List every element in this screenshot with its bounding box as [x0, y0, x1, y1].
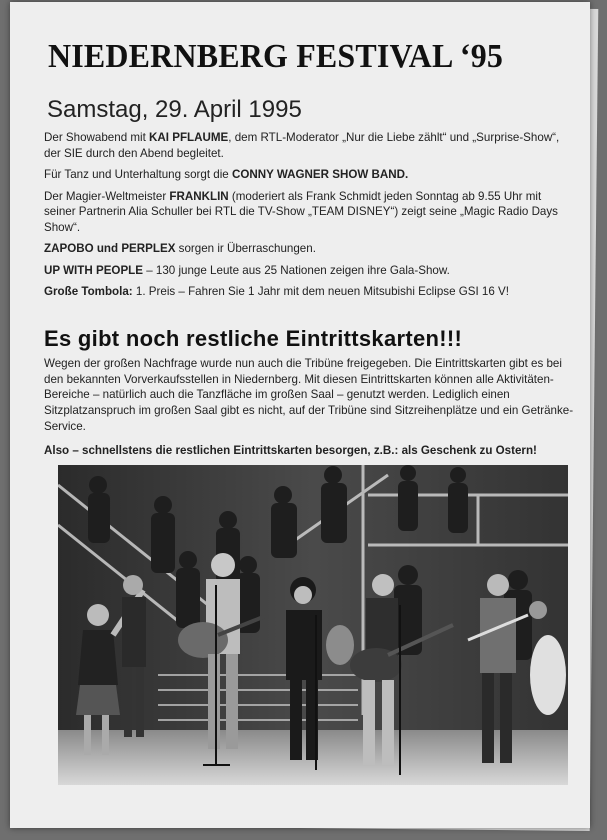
- paragraph-magier: [44, 189, 574, 236]
- act-name: ZAPOBO: [44, 242, 94, 255]
- act-name: UP WITH PEOPLE: [44, 263, 143, 277]
- host-name: KAI PFLAUME: [149, 131, 229, 144]
- text: sorgen ir Überraschungen.: [175, 242, 316, 255]
- ticket-info-paragraph: Wegen der großen Nachfrage wurde nun auch die Tribüne freigegeben. Die Eintrittskarten gibt es bei den bekannten Vorverkaufsstellen in Niedernberg. Mit diesen Eintrittskarten können alle Aktivitäten-Bereiche – natürlich auch die Tanzfläche im großen Saal – genutzt werden. Lediglich einen Sitzplatzanspruch im großen Saal gibt es nicht, auf der Tribüne sind Sitzreihenplätze und ein Getränke-Service.: [44, 357, 574, 433]
- festival-title: NIEDERNBERG FESTIVAL ‘95: [48, 38, 504, 75]
- stage-photo: [58, 465, 568, 785]
- text: und: [93, 242, 122, 255]
- paragraph-showabend: [44, 130, 574, 161]
- event-date: Samstag, 29. April 1995: [47, 96, 302, 123]
- paragraph-showband: [44, 167, 574, 183]
- text: Für Tanz und Unterhaltung sorgt die: [44, 168, 232, 181]
- call-to-action: [44, 443, 574, 459]
- text: (moderiert als Frank Schmidt jeden Sonntag ab 9.55 Uhr mit seiner Partnerin Alia Schuller bei RTL die TV-Show „TEAM DISNEY“) zeigt seine „Magic Radio Days Show“.: [44, 189, 558, 234]
- text: Der Magier-Weltmeister: [44, 189, 170, 203]
- tickets-headline: Es gibt noch restliche Eintrittskarten!!!: [44, 326, 463, 351]
- tombola-label: Große Tombola:: [44, 285, 133, 298]
- text: Der Showabend mit: [44, 131, 150, 144]
- program-text: [44, 130, 574, 306]
- paragraph-upwithpeople: [44, 263, 574, 279]
- paragraph-tombola: [44, 284, 574, 300]
- performers-photo-illustration: [58, 465, 568, 785]
- cta-text: Also – schnellstens die restlichen Eintrittskarten besorgen, z.B.: als Geschenk zu Ostern!: [44, 443, 537, 457]
- paragraph-zapobo: [44, 241, 574, 257]
- band-name: CONNY WAGNER SHOW BAND.: [231, 168, 409, 181]
- ticket-info: [44, 356, 574, 466]
- text: 1. Preis – Fahren Sie 1 Jahr mit dem neuen Mitsubishi Eclipse GSI 16 V!: [132, 285, 509, 298]
- text: – 130 junge Leute aus 25 Nationen zeigen ihre Gala-Show.: [143, 263, 450, 277]
- text: , dem RTL-Moderator „Nur die Liebe zählt“ und „Surprise-Show“, der SIE durch den Abend begleitet.: [44, 131, 560, 160]
- magician-name: FRANKLIN: [169, 189, 229, 203]
- act-name: PERPLEX: [121, 242, 176, 255]
